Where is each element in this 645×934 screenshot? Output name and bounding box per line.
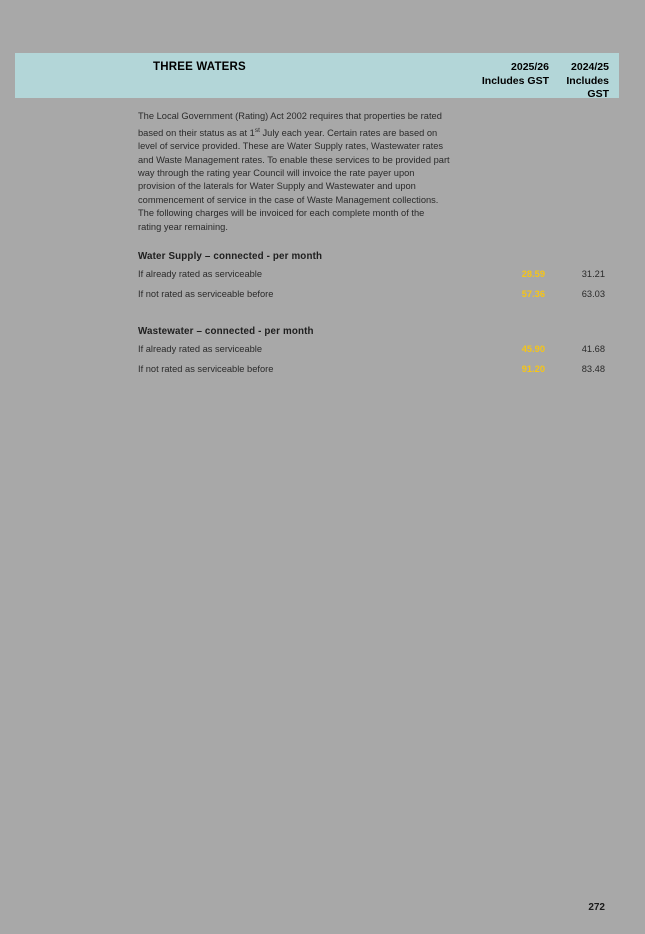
row-value-previous-year: 83.48 [581,364,605,375]
section-wastewater [138,326,620,384]
header-left-spacer [15,53,135,98]
intro-paragraph [138,110,450,234]
row-label: If already rated as serviceable [138,344,263,355]
row-value-previous-year: 31.21 [581,269,605,280]
row-value-previous-year: 41.68 [581,344,605,355]
row-value-current-year: 57.36 [521,289,545,300]
intro-ordinal-suffix: st [254,126,260,134]
column-header-previous-year-line3: GST [587,88,609,100]
table-row [138,344,620,364]
section-water-supply [138,251,620,309]
content-body [138,101,620,384]
column-header-previous-year-line1: 2024/25 [571,61,609,73]
section-title: Wastewater – connected - per month [138,326,314,338]
row-value-previous-year: 63.03 [581,289,605,300]
table-row [138,269,620,289]
row-value-current-year: 45.90 [521,344,545,355]
column-header-current-year-line1: 2025/26 [511,61,549,73]
table-header [15,53,619,98]
row-label: If not rated as serviceable before [138,289,274,300]
intro-text-part1: The Local Government (Rating) Act 2002 requires that properties be rated based on their status as at 1 [138,111,442,138]
row-label: If already rated as serviceable [138,269,263,280]
row-label: If not rated as serviceable before [138,364,274,375]
row-value-current-year: 91.20 [521,364,545,375]
column-header-previous-year-line2: Includes [566,74,609,87]
intro-text-part2: July each year. Certain rates are based on level of service provided. These are Water Supply rates, Wastewater rates and Waste Management rates. To enable these services to be provided part way through the rating year Council will invoice the rate payer upon provision of the laterals for Water Supply and Wastewater and upon commencement of service in the case of Waste Management collections. The following charges will be invoiced for each complete month of the rating year remaining. [138,127,450,232]
column-header-previous-year [557,53,619,98]
table-row [138,364,620,384]
page-title: THREE WATERS [135,53,462,98]
column-header-current-year [462,53,557,98]
section-title: Water Supply – connected - per month [138,251,323,263]
page-number: 272 [588,902,605,913]
row-value-current-year: 28.59 [521,269,545,280]
table-row [138,289,620,309]
column-header-current-year-line2: Includes GST [481,74,549,87]
